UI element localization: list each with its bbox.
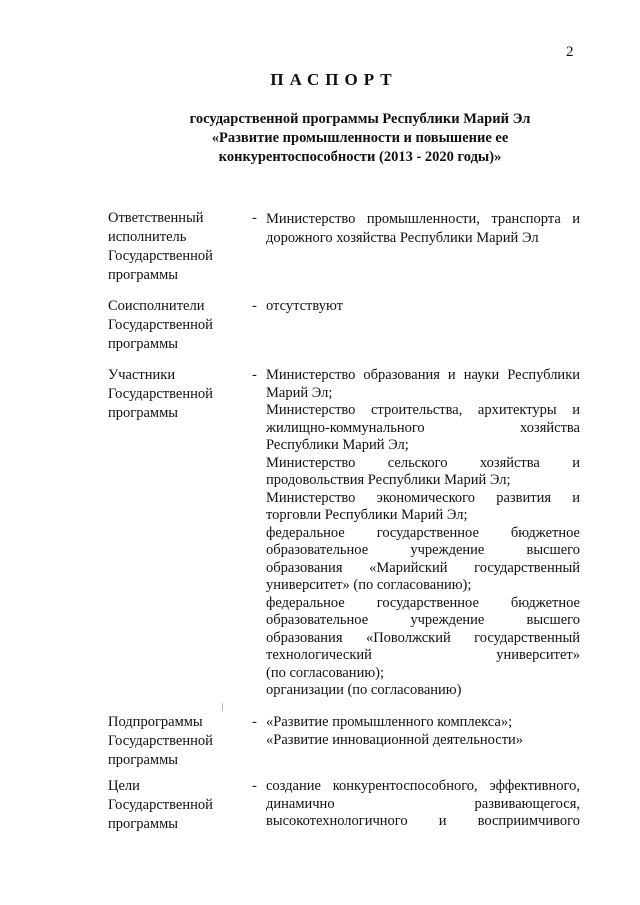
value-line: «Развитие инновационной деятельности»: [266, 731, 524, 748]
value-line: Республики Марий Эл;: [266, 437, 409, 453]
label-line: Государственной: [108, 386, 213, 402]
dash-separator: -: [252, 778, 257, 794]
scan-mark: [222, 703, 223, 711]
label-line: Государственной: [108, 733, 213, 749]
value-line: образования «Марийский государственный: [266, 559, 580, 576]
goals-value: [266, 778, 580, 831]
subtitle-line: конкурентоспособности (2013 - 2020 годы)»: [218, 149, 502, 165]
value-line: образования «Поволжский государственный: [266, 629, 580, 646]
value-line: торговли Республики Марий Эл;: [266, 507, 468, 523]
value-line: университет» (по согласованию);: [266, 577, 472, 593]
label-line: программы: [108, 405, 178, 421]
document-title: ПАСПОРТ: [270, 70, 398, 89]
value-line: образовательное учреждение высшего: [266, 612, 580, 628]
value-line: Министерство строительства, архитектуры и: [266, 402, 580, 418]
value-line: отсутствуют: [266, 298, 343, 314]
label-line: Государственной: [108, 248, 213, 264]
coexecutors-label: [108, 297, 248, 354]
dash-separator: -: [252, 714, 257, 730]
subtitle-line: «Развитие промышленности и повышение ее: [211, 130, 509, 146]
label-line: программы: [108, 816, 178, 832]
value-line: Министерство промышленности, транспорта и: [266, 211, 580, 227]
value-line: динамично развивающегося,: [266, 795, 580, 812]
coexecutors-value: [266, 298, 580, 316]
value-line: «Развитие промышленного комплекса»;: [266, 714, 513, 730]
subprograms-label: [108, 713, 248, 770]
document-subtitle: [120, 110, 600, 167]
dash-separator: -: [252, 298, 257, 314]
value-line: Марий Эл;: [266, 384, 333, 401]
label-line: программы: [108, 336, 178, 352]
value-line: Министерство сельского хозяйства и: [266, 454, 580, 471]
goals-label: [108, 777, 248, 834]
value-line: образовательное учреждение высшего: [266, 542, 580, 558]
value-line: дорожного хозяйства Республики Марий Эл: [266, 230, 539, 246]
dash-separator: -: [252, 210, 257, 226]
value-line: создание конкурентоспособного, эффективного,: [266, 778, 580, 794]
subtitle-line: государственной программы Республики Марий Эл: [189, 111, 531, 127]
label-line: Подпрограммы: [108, 714, 203, 730]
value-line: Министерство экономического развития и: [266, 489, 580, 506]
value-line: жилищно-коммунального хозяйства: [266, 419, 580, 436]
value-line: продовольствия Республики Марий Эл;: [266, 472, 511, 488]
label-line: Соисполнители: [108, 298, 205, 314]
value-line: федеральное государственное бюджетное: [266, 594, 580, 611]
value-line: высокотехнологичного и восприимчивого: [266, 813, 580, 829]
dash-separator: -: [252, 367, 257, 383]
value-line: Министерство образования и науки Республики: [266, 367, 580, 383]
label-line: Государственной: [108, 797, 213, 813]
participants-value: [266, 367, 580, 700]
page-number: 2: [566, 44, 574, 60]
label-line: Участники: [108, 367, 176, 383]
label-line: Государственной: [108, 317, 213, 333]
label-line: исполнитель: [108, 229, 187, 245]
participants-label: [108, 366, 248, 423]
label-line: Ответственный: [108, 210, 204, 226]
responsible-value: [266, 210, 580, 248]
responsible-label: [108, 209, 248, 285]
value-line: технологический университет»: [266, 647, 580, 663]
subprograms-value: [266, 714, 580, 749]
label-line: программы: [108, 267, 178, 283]
value-line: (по согласованию);: [266, 664, 385, 681]
value-line: организации (по согласованию): [266, 682, 462, 698]
value-line: федеральное государственное бюджетное: [266, 524, 580, 541]
label-line: Цели: [108, 778, 140, 794]
label-line: программы: [108, 752, 178, 768]
